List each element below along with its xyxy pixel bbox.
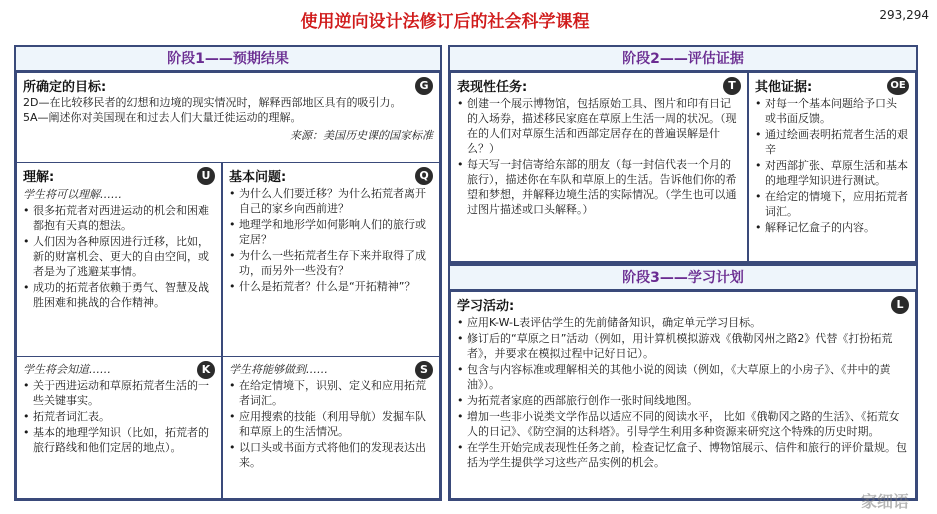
skills-badge: S [415,361,433,379]
other-evidence-item: • 对每一个基本问题给予口头 或书面反馈。 [755,96,909,126]
stage2-panel [448,45,918,264]
activity-item: • 在学生开始完成表现性任务之前，检查记忆盒子、博物馆展示、信件和旅行的评价量规。包括为学生提供学习这些产品实例的机会。 [457,440,909,470]
understanding-badge: U [197,167,215,185]
other-evidence-item: • 对西部扩张、草原生活和基本的地理学知识进行测试。 [755,158,909,188]
goal-line: 5A—阐述你对美国现在和过去人们大量迁徙运动的理解。 [23,111,302,124]
skills-cell [222,356,440,499]
knowledge-cell [16,356,222,499]
question-item: • 什么是拓荒者？什么是“开拓精神”？ [229,279,433,294]
knowledge-badge: K [197,361,215,379]
other-evidence-cell [748,72,916,262]
understanding-sub: 学生将可以理解…… [23,188,122,201]
stage3-header: 阶段3——学习计划 [450,266,916,291]
stage2-header: 阶段2——评估证据 [450,47,916,72]
goals-title: 所确定的目标: [23,80,107,95]
question-item: • 为什么一些拓荒者生存下来并取得了成功，而另外一些没有？ [229,248,433,278]
tasks-cell [450,72,748,262]
activity-item: • 包含与内容标准或理解相关的其他小说的阅读（例如，《大草原上的小房子》、《井中的黄油》）。 [457,362,909,392]
activity-item: • 增加一些非小说类文学作品以适应不同的阅读水平， 比如《俄勒冈之路的生活》、《拓荒女人的日记》、《防空洞的达科塔》。引导学生利用多种资源来研究这个特殊的历史时期。 [457,409,909,439]
skill-item: • 应用搜索的技能（利用导航）发掘车队和草原上的生活情况。 [229,409,433,439]
understanding-item: • 成功的拓荒者依赖于勇气、智慧及战胜困难和挑战的合作精神。 [23,280,215,310]
skill-item: • 以口头或书面方式将他们的发现表达出来。 [229,440,433,470]
stage1-panel [14,45,442,501]
other-evidence-item: • 通过绘画表明拓荒者生活的艰辛 [755,127,909,157]
activities-cell [450,291,916,499]
knowledge-item: • 关于西进运动和草原拓荒者生活的一些关键事实。 [23,378,215,408]
goals-badge: G [415,77,433,95]
understanding-item: • 很多拓荒者对西进运动的机会和困难都抱有天真的想法。 [23,203,215,233]
other-evidence-title: 其他证据: [755,80,813,95]
understanding-item: • 人们因为各种原因进行迁移，比如，新的财富机会、更大的自由空间，或者是为了逃避某事情。 [23,234,215,279]
skills-sub: 学生将能够做到…… [229,363,328,376]
tasks-badge: T [723,77,741,95]
task-item: • 每天写一封信寄给东部的朋友（每一封信代表一个月的旅行），描述你在车队和草原上的生活。告诉他们你的希望和梦想，并解释边境生活的实际情况。（学生也可以通过图片描述或口头解释。） [457,157,741,217]
activity-item: • 应用K-W-L表评估学生的先前储备知识，确定单元学习目标。 [457,315,909,330]
tasks-title: 表现性任务: [457,80,528,95]
skill-item: • 在给定情境下，识别、定义和应用拓荒者词汇。 [229,378,433,408]
questions-badge: Q [415,167,433,185]
other-evidence-badge: OE [887,77,909,95]
page-number: 293,294 [879,8,929,22]
activities-badge: L [891,296,909,314]
activity-item: • 修订后的“草原之日”活动（例如，用计算机模拟游戏《俄勒冈州之路2》代替《打扮拓荒者》，并要求在模拟过程中记好日记）。 [457,331,909,361]
page-title: 使用逆向设计法修订后的社会科学课程 [300,12,590,32]
knowledge-sub: 学生将会知道…… [23,363,111,376]
task-item: • 创建一个展示博物馆，包括原始工具、图片和印有日记的入场券，描述移民家庭在草原上生活一周的状况。（现在的人们对草原生活和西部定居存在的普遍误解是什么？） [457,96,741,156]
understanding-title: 理解: [23,170,55,185]
question-item: • 为什么人们要迁移？为什么拓荒者离开自己的家乡向西前进？ [229,186,433,216]
other-evidence-item: • 解释记忆盒子的内容。 [755,220,909,235]
activities-title: 学习活动: [457,299,515,314]
knowledge-item: • 基本的地理学知识（比如，拓荒者的旅行路线和他们定居的地点）。 [23,425,215,455]
question-item: • 地理学和地形学如何影响人们的旅行或定居？ [229,217,433,247]
stage1-header: 阶段1——预期结果 [16,47,440,72]
knowledge-item: • 拓荒者词汇表。 [23,409,215,424]
goals-source: 来源：美国历史课的国家标准 [290,129,433,142]
activity-item: • 为拓荒者家庭的西部旅行创作一张时间线地图。 [457,393,909,408]
goal-line: 2D—在比较移民者的幻想和边境的现实情况时，解释西部地区具有的吸引力。 [23,96,402,109]
stage3-panel [448,264,918,501]
questions-title: 基本问题: [229,170,287,185]
other-evidence-item: • 在给定的情境下，应用拓荒者词汇。 [755,189,909,219]
watermark: 家细语 [860,492,909,511]
